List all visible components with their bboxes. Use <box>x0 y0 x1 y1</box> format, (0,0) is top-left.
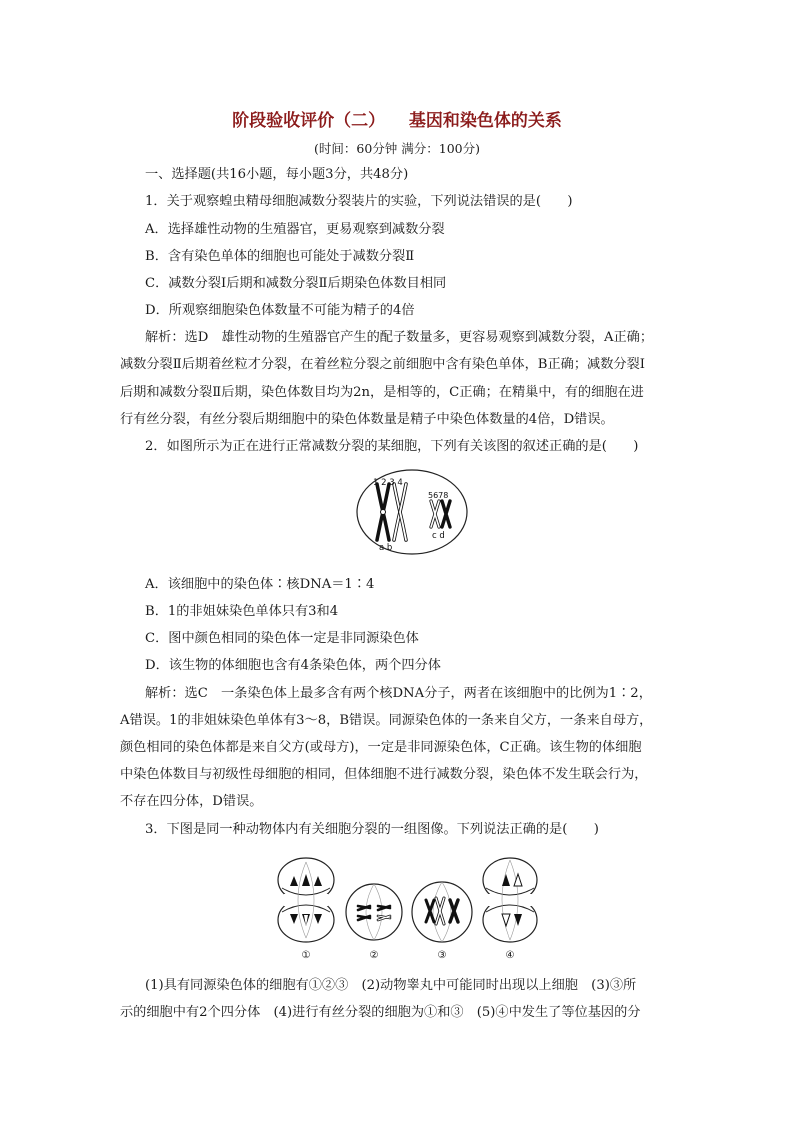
q1-option-d: D．所观察细胞染色体数量不可能为精子的4倍 <box>145 303 415 318</box>
q1-option-b: B．含有染色单体的细胞也可能处于减数分裂Ⅱ <box>145 249 415 264</box>
q2-option-c: C．图中颜色相同的染色体一定是非同源染色体 <box>145 631 419 646</box>
q1-analysis-line: 减数分裂Ⅱ后期着丝粒才分裂，在着丝粒分裂之前细胞中含有染色单体，B正确；减数分裂Ⅰ <box>120 357 645 372</box>
q1-option-c: C．减数分裂Ⅰ后期和减数分裂Ⅱ后期染色体数目相同 <box>145 276 447 291</box>
cell-2-diagram <box>346 884 402 940</box>
cell-2-label: ② <box>369 950 379 961</box>
cell-4-diagram <box>483 858 537 942</box>
page-title: 阶段验收评价（二） 基因和染色体的关系 <box>232 111 562 131</box>
q2-analysis-line: A错误。1的非姐妹染色单体有3～8，B错误。同源染色体的一条来自父方，一条来自母方， <box>120 713 653 728</box>
q2-option-d: D．该生物的体细胞也含有4条染色体，两个四分体 <box>145 658 441 673</box>
cell-4-label: ④ <box>505 950 515 961</box>
cell-1-diagram <box>278 858 334 942</box>
section-heading: 一、选择题(共16小题，每小题3分，共48分) <box>145 167 409 182</box>
q3-statement-line: (1)具有同源染色体的细胞有①②③ (2)动物睾丸中可能同时出现以上细胞 (3)③所 <box>145 978 637 993</box>
q1-option-a: A．选择雄性动物的生殖器官，更易观察到减数分裂 <box>145 222 445 237</box>
q1-stem: 1．关于观察蝗虫精母细胞减数分裂装片的实验，下列说法错误的是( ) <box>145 194 573 209</box>
chromatid-numbers-right: 5678 <box>428 491 449 500</box>
q3-stem: 3．下图是同一种动物体内有关细胞分裂的一组图像。下列说法正确的是( ) <box>145 822 599 837</box>
q1-analysis-line: 后期和减数分裂Ⅱ后期，染色体数目均为2n，是相等的，C正确；在精巢中，有的细胞在进 <box>120 385 644 400</box>
meiosis-cell-diagram <box>355 468 469 556</box>
q2-analysis-line: 不存在四分体，D错误。 <box>120 794 263 809</box>
q2-option-a: A．该细胞中的染色体∶核DNA＝1∶4 <box>145 577 375 592</box>
cell-3-diagram <box>412 882 472 942</box>
cell-division-figures <box>270 850 546 962</box>
q1-analysis-line: 解析：选D 雄性动物的生殖器官产生的配子数量多，更容易观察到减数分裂，A正确； <box>145 330 654 345</box>
chromosome-letters-left: a b <box>379 543 393 553</box>
q2-option-b: B．1的非姐妹染色单体只有3和4 <box>145 604 339 619</box>
page-subtitle: (时间：60分钟 满分：100分) <box>314 141 480 156</box>
cell-1-label: ① <box>301 950 311 961</box>
cell-3-label: ③ <box>437 950 447 961</box>
q2-stem: 2．如图所示为正在进行正常减数分裂的某细胞，下列有关该图的叙述正确的是( ) <box>145 439 639 454</box>
chromatid-numbers-left: 1 2 3 4 <box>373 478 403 488</box>
chromosome-letters-right: c d <box>432 531 445 541</box>
q2-analysis-line: 解析：选C 一条染色体上最多含有两个核DNA分子，两者在该细胞中的比例为1∶2， <box>145 686 652 701</box>
q2-analysis-line: 颜色相同的染色体都是来自父方(或母方)，一定是非同源染色体，C正确。该生物的体细胞 <box>120 740 642 755</box>
q1-analysis-line: 行有丝分裂，有丝分裂后期细胞中的染色体数量是精子中染色体数量的4倍，D错误。 <box>120 412 614 427</box>
q2-analysis-line: 中染色体数目与初级性母细胞的相同，但体细胞不进行减数分裂，染色体不发生联会行为， <box>120 767 648 782</box>
q3-statement-line: 示的细胞中有2个四分体 (4)进行有丝分裂的细胞为①和③ (5)④中发生了等位基因的分 <box>120 1005 641 1020</box>
